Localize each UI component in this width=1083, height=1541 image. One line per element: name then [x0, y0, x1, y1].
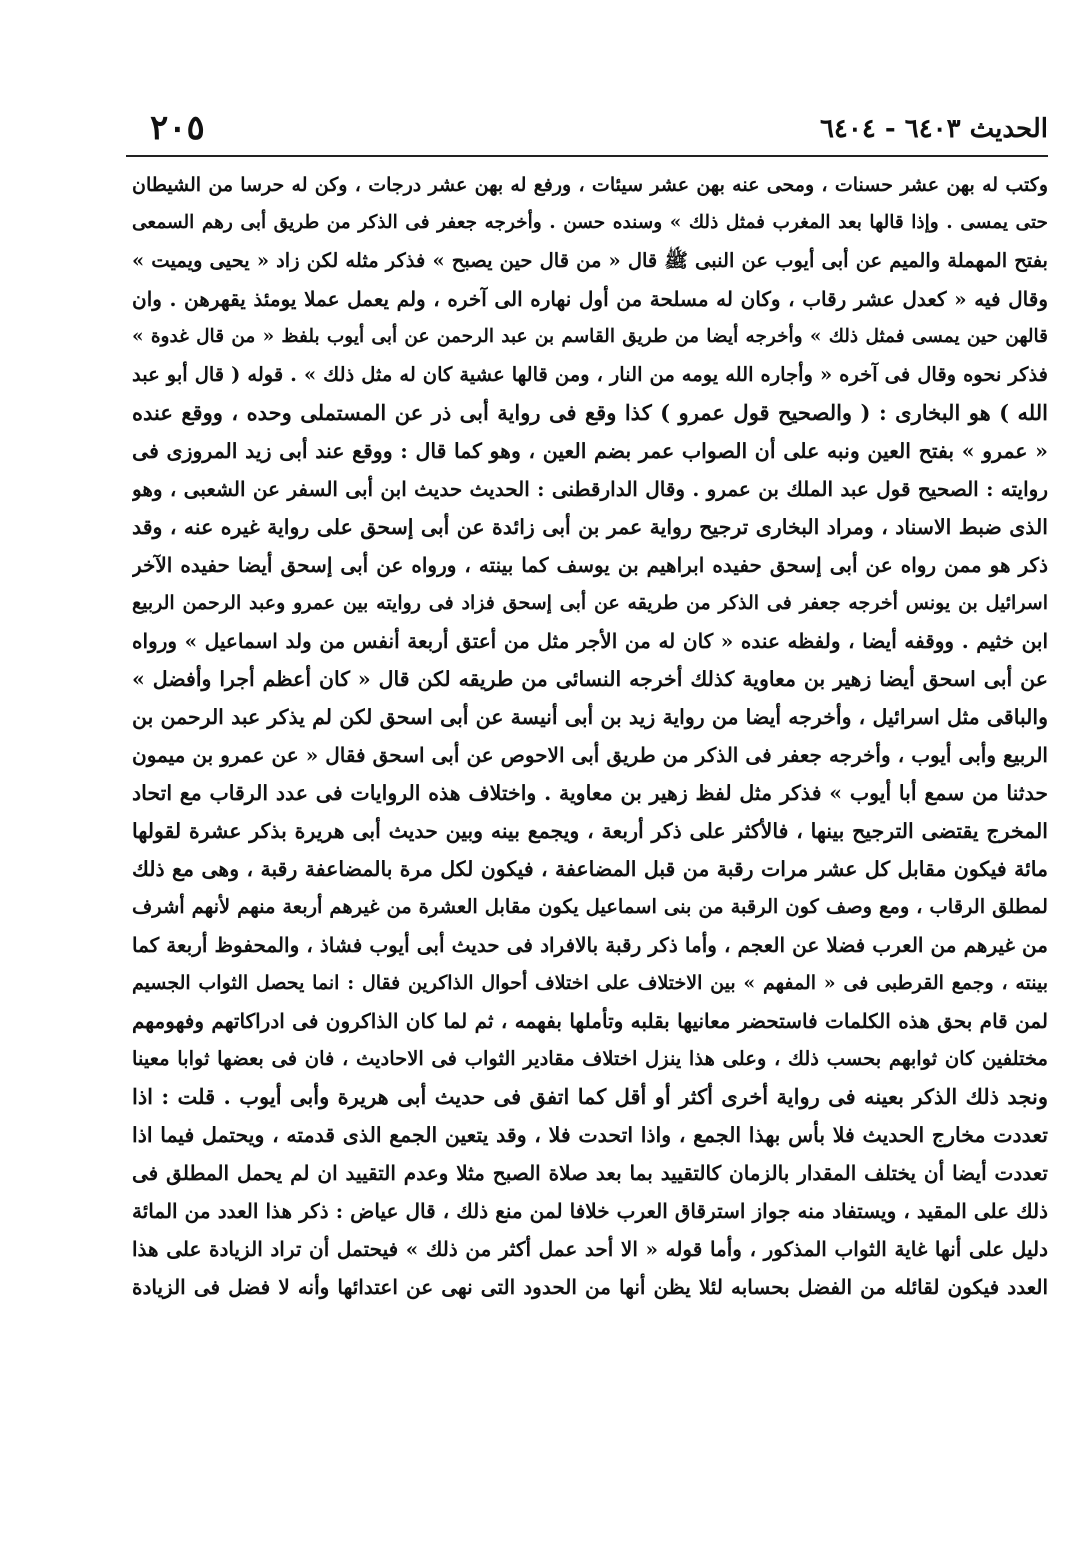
text-line: ونجد ذلك الذكر بعينه فى رواية أخرى أكثر أو أقل كما اتفق فى حديث أبى هريرة وأبى أيوب . قلت : اذا: [132, 1084, 1048, 1109]
text-line: الذى ضبط الاسناد ، ومراد البخارى ترجيح رواية عمر بن أبى زائدة عن أبى إسحق على رواية غيره عنه ، وقد: [132, 515, 1048, 539]
body-text: [132, 166, 1048, 1306]
text-line: الربيع وأبى أيوب ، وأخرجه جعفر فى الذكر من طريق أبى الاحوص عن أبى اسحق فقال « عن عمرو بن ميمون: [132, 743, 1048, 767]
text-line: بينته ، وجمع القرطبى فى « المفهم » بين الاختلاف على اختلاف أحوال الذاكرين فقال : انما يحصل الثواب الجسيم: [132, 972, 1048, 994]
text-line: حدثنا من سمع أبا أيوب » فذكر مثل لفظ زهير بن معاوية . واختلاف هذه الروايات فى عدد الرقاب مع اتحاد: [132, 781, 1048, 805]
text-line: من غيرهم من العرب فضلا عن العجم ، وأما ذكر رقبة بالافراد فى حديث أبى أيوب فشاذ ، والمحفوظ أربعة كما: [132, 933, 1048, 957]
page-header: [128, 108, 1048, 152]
text-line: وكتب له بهن عشر حسنات ، ومحى عنه بهن عشر سيئات ، ورفع له بهن عشر درجات ، وكن له حرسا من الشيطان: [132, 174, 1048, 196]
text-line: قالهن حين يمسى فمثل ذلك » وأخرجه أيضا من طريق القاسم بن عبد الرحمن عن أبى أيوب بلفظ « من قال غدوة »: [132, 326, 1048, 347]
text-line: عن أبى اسحق أيضا زهير بن معاوية كذلك أخرجه النسائى من طريقه لكن قال « كان أعظم أجرا وأفضل »: [132, 667, 1048, 691]
running-head: الحديث ٦٤٠٣ - ٦٤٠٤: [819, 114, 1048, 144]
text-line: اسرائيل بن يونس أخرجه جعفر فى الذكر من طريقه عن أبى إسحق فزاد فى روايته بين عمرو وعبد الرحمن الربيع: [132, 592, 1048, 614]
text-line: ذكر هو ممن رواه عن أبى إسحق حفيده ابراهيم بن يوسف كما بينته ، ورواه عن أبى إسحق أيضا حفيده الآخر: [132, 553, 1048, 577]
text-line: المخرج يقتضى الترجيح بينها ، فالأكثر على ذكر أربعة ، ويجمع بينه وبين حديث أبى هريرة بذكر عشرة لقولها: [132, 819, 1048, 843]
text-line: « عمرو » بفتح العين ونبه على أن الصواب عمر بضم العين ، وهو كما قال : ووقع عند أبى زيد المروزى فى: [132, 439, 1048, 463]
text-line: روايته : الصحيح قول عبد الملك بن عمرو . وقال الدارقطنى : الحديث حديث ابن أبى السفر عن الشعبى ، وهو: [132, 477, 1048, 501]
text-line: العدد فيكون لقائله من الفضل بحسابه لئلا يظن أنها من الحدود التى نهى عن اعتدائها وأنه لا فضل فى الزيادة: [132, 1275, 1048, 1299]
text-line: تعددت أيضا أن يختلف المقدار بالزمان كالتقييد بما بعد صلاة الصبح مثلا وعدم التقييد ان لم يحمل المطلق فى: [132, 1161, 1048, 1185]
text-line: فذكر نحوه وقال فى آخره « وأجاره الله يومه من النار ، ومن قالها عشية كان له مثل ذلك » . قوله ( قال أبو عبد: [132, 363, 1048, 386]
text-line: وقال فيه « كعدل عشر رقاب ، وكان له مسلحة من أول نهاره الى آخره ، ولم يعمل عملا يومئذ يقهرهن . وان: [132, 287, 1048, 311]
text-line: حتى يمسى . وإذا قالها بعد المغرب فمثل ذلك » وسنده حسن . وأخرجه جعفر فى الذكر من طريق أبى رهم السمعى: [132, 212, 1048, 233]
text-line: الله ) هو البخارى : ( والصحيح قول عمرو ) كذا وقع فى رواية أبى ذر عن المستملى وحده ، ووقع عنده: [132, 400, 1048, 425]
text-line: والباقى مثل اسرائيل ، وأخرجه أيضا من رواية زيد بن أبى أنيسة عن أبى اسحق لكن لم يذكر عبد الرحمن بن: [132, 705, 1048, 729]
page-number: ٢٠٥: [150, 108, 205, 148]
text-line: دليل على أنها غاية الثواب المذكور ، وأما قوله « الا أحد عمل أكثر من ذلك » فيحتمل أن تراد الزيادة على هذا: [132, 1237, 1048, 1261]
text-line: ابن خثيم . ووقفه أيضا ، ولفظه عنده « كان له من الأجر مثل من أعتق أربعة أنفس من ولد اسماعيل » ورواه: [132, 629, 1048, 653]
text-line: لمن قام بحق هذه الكلمات فاستحضر معانيها بقلبه وتأملها بفهمه ، ثم لما كان الذاكرون فى ادراكاتهم وفهومهم: [132, 1009, 1048, 1033]
text-line: ذلك على المقيد ، ويستفاد منه جواز استرقاق العرب خلافا لمن منع ذلك ، قال عياض : ذكر هذا العدد من المائة: [132, 1199, 1048, 1223]
text-line: مختلفين كان ثوابهم بحسب ذلك ، وعلى هذا ينزل اختلاف مقادير الثواب فى الاحاديث ، فان فى بعضها ثوابا معينا: [132, 1047, 1048, 1070]
text-line: مائة فيكون مقابل كل عشر مرات رقبة من قبل المضاعفة ، فيكون لكل مرة بالمضاعفة رقبة ، وهى مع ذلك: [132, 857, 1048, 881]
text-line: بفتح المهملة والميم عن أبى أيوب عن النبى ﷺ قال « من قال حين يصبح » فذكر مثله لكن زاد « يحيى ويميت »: [132, 249, 1048, 272]
header-rule: [126, 155, 1048, 157]
text-line: لمطلق الرقاب ، ومع وصف كون الرقبة من بنى اسماعيل يكون مقابل العشرة من غيرهم أربعة منهم لأنهم أشرف: [132, 895, 1048, 918]
text-line: تعددت مخارج الحديث فلا بأس بهذا الجمع ، واذا اتحدت فلا ، وقد يتعين الجمع الذى قدمته ، ويحتمل فيما اذا: [132, 1123, 1048, 1147]
